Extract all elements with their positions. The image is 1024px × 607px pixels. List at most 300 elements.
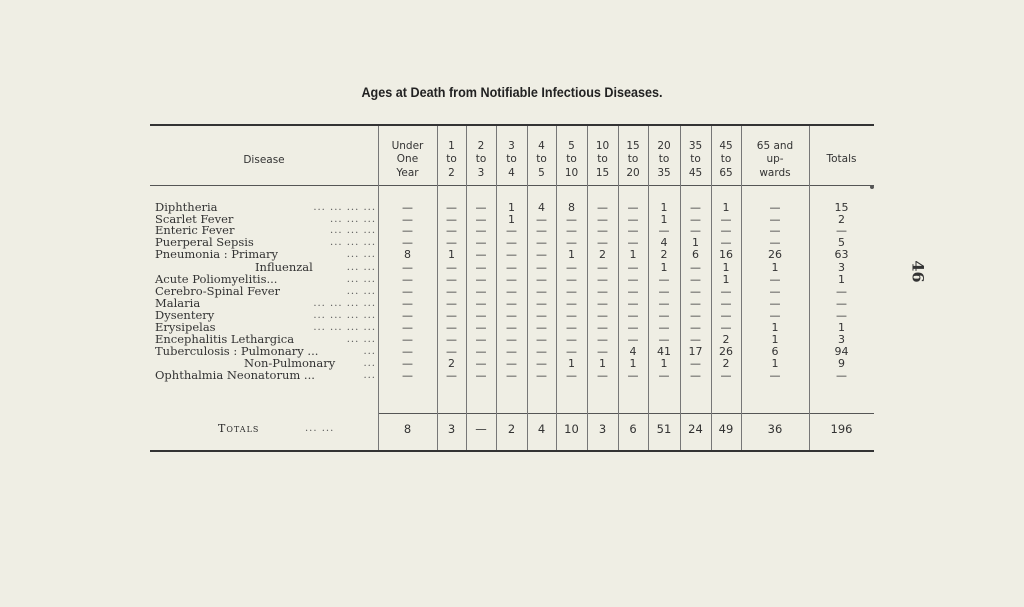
disease-name: Tuberculosis : Pulmonary ... xyxy=(155,344,319,358)
table-cell: — xyxy=(446,273,457,286)
column-header-line: 5 xyxy=(568,139,575,152)
table-cell: — xyxy=(566,369,577,382)
table-cell: — xyxy=(446,235,457,249)
table-cell: — xyxy=(506,369,517,382)
disease-name: Dysentery xyxy=(155,308,215,322)
table-cell: — xyxy=(475,309,487,322)
leader-dots: ... ... xyxy=(346,249,376,260)
table-cell: 8 xyxy=(404,248,411,261)
table-cell: — xyxy=(690,273,701,286)
table-row xyxy=(150,286,874,298)
table-cell: 16 xyxy=(719,248,733,261)
table-cell: — xyxy=(769,224,781,237)
table-cell: — xyxy=(627,309,639,322)
table-cell: — xyxy=(597,345,608,358)
disease-name: Malaria xyxy=(155,296,201,310)
table-cell: — xyxy=(836,285,847,298)
table-cell: 1 xyxy=(508,201,515,214)
table-cell: — xyxy=(720,297,732,310)
column-header xyxy=(466,136,496,184)
table-cell: — xyxy=(720,321,732,334)
table-cell: — xyxy=(536,261,547,274)
column-header-line: Year xyxy=(396,166,419,179)
table-cell: — xyxy=(475,212,487,226)
table-cell: — xyxy=(690,333,701,346)
table-cell: 1 xyxy=(838,273,845,286)
leader-dots: ... ... xyxy=(346,334,376,345)
table-cell: — xyxy=(597,273,608,286)
table-cell: — xyxy=(566,345,577,358)
column-header-line: 3 xyxy=(508,139,515,152)
table-cell: — xyxy=(475,297,487,310)
table-cell: — xyxy=(627,297,639,310)
disease-name: Acute Poliomyelitis... xyxy=(155,272,278,286)
totals-cell: 51 xyxy=(656,422,672,436)
column-header-line: 5 xyxy=(538,166,545,179)
table-cell: — xyxy=(566,235,577,249)
leader-dots: ... ... ... xyxy=(330,236,376,248)
table-cell: — xyxy=(627,201,639,214)
table-cell: — xyxy=(446,321,457,334)
table-cell: — xyxy=(597,235,608,249)
totals-cell: 24 xyxy=(688,422,703,436)
table-cell: — xyxy=(402,273,413,286)
table-cell: 2 xyxy=(448,357,455,370)
disease-name: Enteric Fever xyxy=(155,223,235,237)
table-cell: — xyxy=(597,333,608,346)
table-cell: — xyxy=(627,212,639,226)
totals-cell: 49 xyxy=(718,422,734,436)
column-header-line: 35 xyxy=(657,166,671,179)
table-cell: — xyxy=(446,345,457,358)
table-cell: — xyxy=(536,357,547,370)
table-cell: — xyxy=(506,309,517,322)
table-cell: — xyxy=(690,369,701,382)
column-header-line: to xyxy=(506,153,517,166)
table-cell: 1 xyxy=(771,357,779,370)
page-number: 46 xyxy=(908,260,928,283)
table-cell: — xyxy=(627,321,639,334)
table-cell: — xyxy=(402,285,413,298)
table-cell: — xyxy=(658,369,670,382)
column-header-line: 1 xyxy=(448,139,455,152)
column-header-line: 45 xyxy=(688,166,703,179)
table-cell: — xyxy=(566,309,577,322)
table-cell: — xyxy=(536,235,547,249)
table-cell: 1 xyxy=(660,357,668,370)
table-row xyxy=(150,202,874,214)
column-header-line: 15 xyxy=(626,139,640,152)
table-cell: — xyxy=(402,369,413,382)
totals-label: Totals xyxy=(218,422,260,435)
table-cell: — xyxy=(536,345,547,358)
table-cell: — xyxy=(475,285,487,298)
leader-dots: ... ... ... xyxy=(330,213,376,225)
table-cell: — xyxy=(597,285,608,298)
header-rule xyxy=(150,185,874,186)
column-header-line: to xyxy=(658,153,670,166)
table-cell: — xyxy=(566,285,577,298)
totals-cell: 3 xyxy=(447,422,456,436)
disease-name: Pneumonia : Primary xyxy=(155,247,278,261)
disease-name: Encephalitis Lethargica xyxy=(155,332,295,346)
table-cell: — xyxy=(475,333,487,346)
column-header-line: 45 xyxy=(719,139,733,152)
column-header-line: 10 xyxy=(595,139,610,152)
column-header-line: 3 xyxy=(477,166,485,179)
table-cell: — xyxy=(720,369,732,382)
table-cell: — xyxy=(506,224,517,237)
table-cell: — xyxy=(769,273,781,286)
table-cell: — xyxy=(690,309,701,322)
column-header xyxy=(556,136,587,184)
column-header-line: 4 xyxy=(508,166,515,179)
table-cell: 1 xyxy=(568,357,575,370)
table-cell: — xyxy=(566,212,577,226)
column-header xyxy=(711,136,741,184)
table-cell: — xyxy=(536,285,547,298)
table-row xyxy=(150,249,874,261)
table-cell: — xyxy=(658,224,670,237)
disease-name: Cerebro-Spinal Fever xyxy=(155,284,281,298)
table-cell: — xyxy=(769,369,781,382)
table-cell: — xyxy=(658,321,670,334)
table-cell: — xyxy=(769,309,781,322)
table-cell: — xyxy=(402,309,413,322)
leader-dots: ... ... ... ... xyxy=(313,310,376,321)
disease-name: Erysipelas xyxy=(155,320,216,334)
table-cell: — xyxy=(475,235,487,249)
table-cell: — xyxy=(506,248,517,261)
table-cell: 2 xyxy=(722,357,730,370)
table-cell: 1 xyxy=(629,357,637,370)
table-cell: 1 xyxy=(629,248,637,261)
totals-cell: 8 xyxy=(403,422,412,436)
table-cell: 1 xyxy=(568,248,575,261)
table-cell: — xyxy=(536,248,547,261)
table-cell: 1 xyxy=(660,261,668,274)
table-cell: 1 xyxy=(508,212,515,226)
table-cell: — xyxy=(506,285,517,298)
column-header-line: One xyxy=(396,153,419,166)
table-cell: — xyxy=(536,309,547,322)
table-cell: — xyxy=(475,357,487,370)
totals-cell: — xyxy=(475,422,487,436)
table-cell: — xyxy=(446,369,457,382)
table-cell: — xyxy=(658,333,670,346)
table-cell: — xyxy=(402,357,413,370)
table-cell: — xyxy=(769,297,781,310)
table-cell: 26 xyxy=(719,345,733,358)
table-cell: — xyxy=(836,224,847,237)
table-cell: — xyxy=(402,235,413,249)
table-cell: — xyxy=(536,369,547,382)
table-cell: 1 xyxy=(448,248,455,261)
table-cell: — xyxy=(536,224,547,237)
column-header-line: Totals xyxy=(826,153,857,166)
column-header-line: 65 xyxy=(719,166,733,179)
table-cell: — xyxy=(475,201,487,214)
table-cell: 1 xyxy=(838,321,845,334)
totals-cell: 36 xyxy=(767,422,783,436)
table-cell: — xyxy=(690,285,701,298)
table-cell: — xyxy=(402,297,413,310)
table-cell: — xyxy=(506,297,517,310)
table-cell: — xyxy=(475,273,487,286)
leader-dots: ... xyxy=(363,370,376,381)
leader-dots: ... ... ... ... xyxy=(313,298,376,309)
disease-name: Puerperal Sepsis xyxy=(155,234,254,249)
table-cell: — xyxy=(402,212,413,226)
table-cell: — xyxy=(446,212,457,226)
column-header-line: 2 xyxy=(448,166,455,179)
column-header xyxy=(496,136,527,184)
table-cell: — xyxy=(402,261,413,274)
table-cell: — xyxy=(627,273,639,286)
table-cell: — xyxy=(720,212,732,226)
table-cell: — xyxy=(446,285,457,298)
table-cell: 9 xyxy=(838,357,845,370)
table-cell: — xyxy=(475,261,487,274)
table-cell: — xyxy=(627,369,639,382)
table-cell: — xyxy=(446,297,457,310)
table-cell: — xyxy=(690,297,701,310)
table-cell: 2 xyxy=(838,212,845,226)
table-cell: — xyxy=(475,321,487,334)
column-header-line: 35 xyxy=(688,139,703,152)
column-header xyxy=(680,136,711,184)
table-cell: — xyxy=(402,345,413,358)
table-cell: — xyxy=(690,201,701,214)
table-cell: — xyxy=(720,309,732,322)
column-header-line: to xyxy=(690,153,701,166)
table-cell: — xyxy=(597,212,608,226)
column-header-line: 4 xyxy=(538,139,545,152)
table-cell: — xyxy=(658,273,670,286)
table-cell: — xyxy=(475,345,487,358)
table-cell: — xyxy=(536,321,547,334)
table-row xyxy=(150,370,874,382)
table-cell: — xyxy=(769,201,781,214)
column-header-line: 20 xyxy=(657,139,671,152)
column-header xyxy=(741,136,809,184)
disease-name: Diphtheria xyxy=(155,200,218,214)
table-cell: 8 xyxy=(568,201,575,214)
table-cell: 3 xyxy=(838,261,845,274)
column-header xyxy=(587,136,618,184)
table-cell: — xyxy=(769,235,781,249)
table-cell: — xyxy=(836,309,847,322)
table-cell: — xyxy=(506,345,517,358)
table-cell: — xyxy=(536,333,547,346)
table-cell: 1 xyxy=(722,273,730,286)
table-cell: — xyxy=(597,297,608,310)
table-cell: — xyxy=(446,261,457,274)
table-cell: — xyxy=(690,261,701,274)
table-cell: 1 xyxy=(660,212,668,226)
table-cell: 26 xyxy=(768,248,782,261)
disease-name: Ophthalmia Neonatorum ... xyxy=(155,368,315,382)
leader-dots: ... ... xyxy=(346,274,376,285)
table-cell: — xyxy=(506,273,517,286)
leader-dots: ... ... xyxy=(346,262,376,273)
table-row xyxy=(150,310,874,322)
table-top-rule xyxy=(150,124,874,126)
table-cell: — xyxy=(446,224,457,237)
column-header-line: to xyxy=(446,153,457,166)
table-cell: 1 xyxy=(771,333,779,346)
totals-rule xyxy=(378,413,874,414)
table-cell: 6 xyxy=(771,345,779,358)
totals-cell: 10 xyxy=(564,422,579,436)
table-cell: — xyxy=(627,285,639,298)
table-cell: — xyxy=(475,248,487,261)
column-header xyxy=(648,136,680,184)
table-cell: — xyxy=(597,201,608,214)
table-cell: — xyxy=(720,224,732,237)
table-row xyxy=(150,225,874,237)
table-cell: — xyxy=(720,285,732,298)
table-cell: — xyxy=(627,261,639,274)
table-cell: 4 xyxy=(660,235,668,249)
table-cell: — xyxy=(446,333,457,346)
column-header-line: 65 and xyxy=(756,139,794,152)
table-cell: — xyxy=(536,212,547,226)
totals-cell: 3 xyxy=(598,422,607,436)
table-bottom-rule xyxy=(150,450,874,452)
column-header-line: to xyxy=(536,153,547,166)
table-cell: — xyxy=(402,201,413,214)
column-header-line: to xyxy=(566,153,577,166)
table-cell: — xyxy=(769,285,781,298)
disease-name: Influenzal xyxy=(255,260,313,274)
table-cell: — xyxy=(836,369,847,382)
table-cell: — xyxy=(506,357,517,370)
table-cell: — xyxy=(836,297,847,310)
table-cell: — xyxy=(658,285,670,298)
column-header-line: to xyxy=(720,153,732,166)
column-header-line: wards xyxy=(759,166,791,179)
table-cell: 94 xyxy=(834,345,849,358)
column-header xyxy=(618,136,648,184)
table-cell: — xyxy=(597,309,608,322)
column-header-line: to xyxy=(475,153,487,166)
table-cell: 17 xyxy=(688,345,703,358)
table-cell: 3 xyxy=(838,333,845,346)
table-cell: — xyxy=(566,224,577,237)
table-cell: — xyxy=(506,333,517,346)
table-cell: — xyxy=(627,224,639,237)
table-cell: 4 xyxy=(538,201,545,214)
column-header-line: 20 xyxy=(626,166,640,179)
table-cell: 1 xyxy=(722,201,730,214)
column-header xyxy=(809,136,874,184)
table-cell: — xyxy=(690,321,701,334)
table-cell: — xyxy=(402,224,413,237)
table-cell: — xyxy=(690,224,701,237)
table-cell: 1 xyxy=(771,321,779,334)
table-cell: 2 xyxy=(660,248,668,261)
leader-dots: ... ... xyxy=(346,286,376,297)
table-title: Ages at Death from Notifiable Infectious Diseases. xyxy=(361,84,663,100)
table-cell: 1 xyxy=(771,261,779,274)
table-row xyxy=(150,298,874,310)
table-cell: 6 xyxy=(692,248,699,261)
column-header-line: 15 xyxy=(595,166,610,179)
disease-column-header: Disease xyxy=(243,154,285,166)
table-cell: — xyxy=(475,369,487,382)
table-cell: — xyxy=(475,224,487,237)
column-header xyxy=(527,136,556,184)
table-cell: — xyxy=(597,224,608,237)
leader-dots: ... xyxy=(363,346,376,357)
table-cell: 41 xyxy=(657,345,671,358)
table-cell: 2 xyxy=(722,333,730,346)
table-cell: — xyxy=(658,297,670,310)
column-header-line: 2 xyxy=(477,139,485,152)
column-header-line: 10 xyxy=(564,166,579,179)
table-cell: — xyxy=(566,273,577,286)
column-header xyxy=(437,136,466,184)
table-cell: — xyxy=(597,321,608,334)
column-header xyxy=(378,136,437,184)
table-cell: 5 xyxy=(838,235,845,249)
table-cell: — xyxy=(597,369,608,382)
totals-row xyxy=(150,422,874,436)
table-cell: — xyxy=(506,261,517,274)
table-cell: — xyxy=(690,212,701,226)
table-cell: — xyxy=(506,235,517,249)
leader-dots: ... ... ... xyxy=(330,225,376,236)
table-cell: — xyxy=(446,309,457,322)
table-cell: — xyxy=(536,297,547,310)
table-cell: — xyxy=(627,333,639,346)
table-cell: — xyxy=(627,235,639,249)
table-cell: 15 xyxy=(834,201,849,214)
table-cell: 1 xyxy=(660,201,668,214)
table-cell: — xyxy=(566,297,577,310)
leader-dots: ... ... ... ... xyxy=(313,322,376,333)
table-cell: 1 xyxy=(692,235,699,249)
totals-cell: 196 xyxy=(830,422,853,436)
table-cell: — xyxy=(566,261,577,274)
table-cell: — xyxy=(506,321,517,334)
table-cell: — xyxy=(402,333,413,346)
column-header-line: up- xyxy=(766,153,784,166)
table-cell: — xyxy=(536,273,547,286)
column-header-line: to xyxy=(597,153,608,166)
leader-dots: ... xyxy=(363,358,376,369)
table-cell: — xyxy=(769,212,781,226)
column-header-line: to xyxy=(627,153,639,166)
totals-cell: 2 xyxy=(507,422,516,436)
column-header-line: Under xyxy=(391,139,424,152)
table-cell: 2 xyxy=(599,248,606,261)
table-cell: 1 xyxy=(722,261,730,274)
table-cell: 1 xyxy=(599,357,606,370)
totals-cell: 6 xyxy=(629,422,637,436)
table-cell: — xyxy=(690,357,701,370)
disease-name: Non-Pulmonary xyxy=(244,356,336,370)
table-cell: 63 xyxy=(834,248,849,261)
table-cell: — xyxy=(597,261,608,274)
table-cell: — xyxy=(720,235,732,249)
table-cell: 4 xyxy=(629,345,637,358)
leader-dots: ... ... ... ... xyxy=(313,202,376,213)
totals-cell: 4 xyxy=(537,422,546,436)
leader-dots: ... ... xyxy=(305,423,335,434)
disease-name: Scarlet Fever xyxy=(155,211,234,226)
